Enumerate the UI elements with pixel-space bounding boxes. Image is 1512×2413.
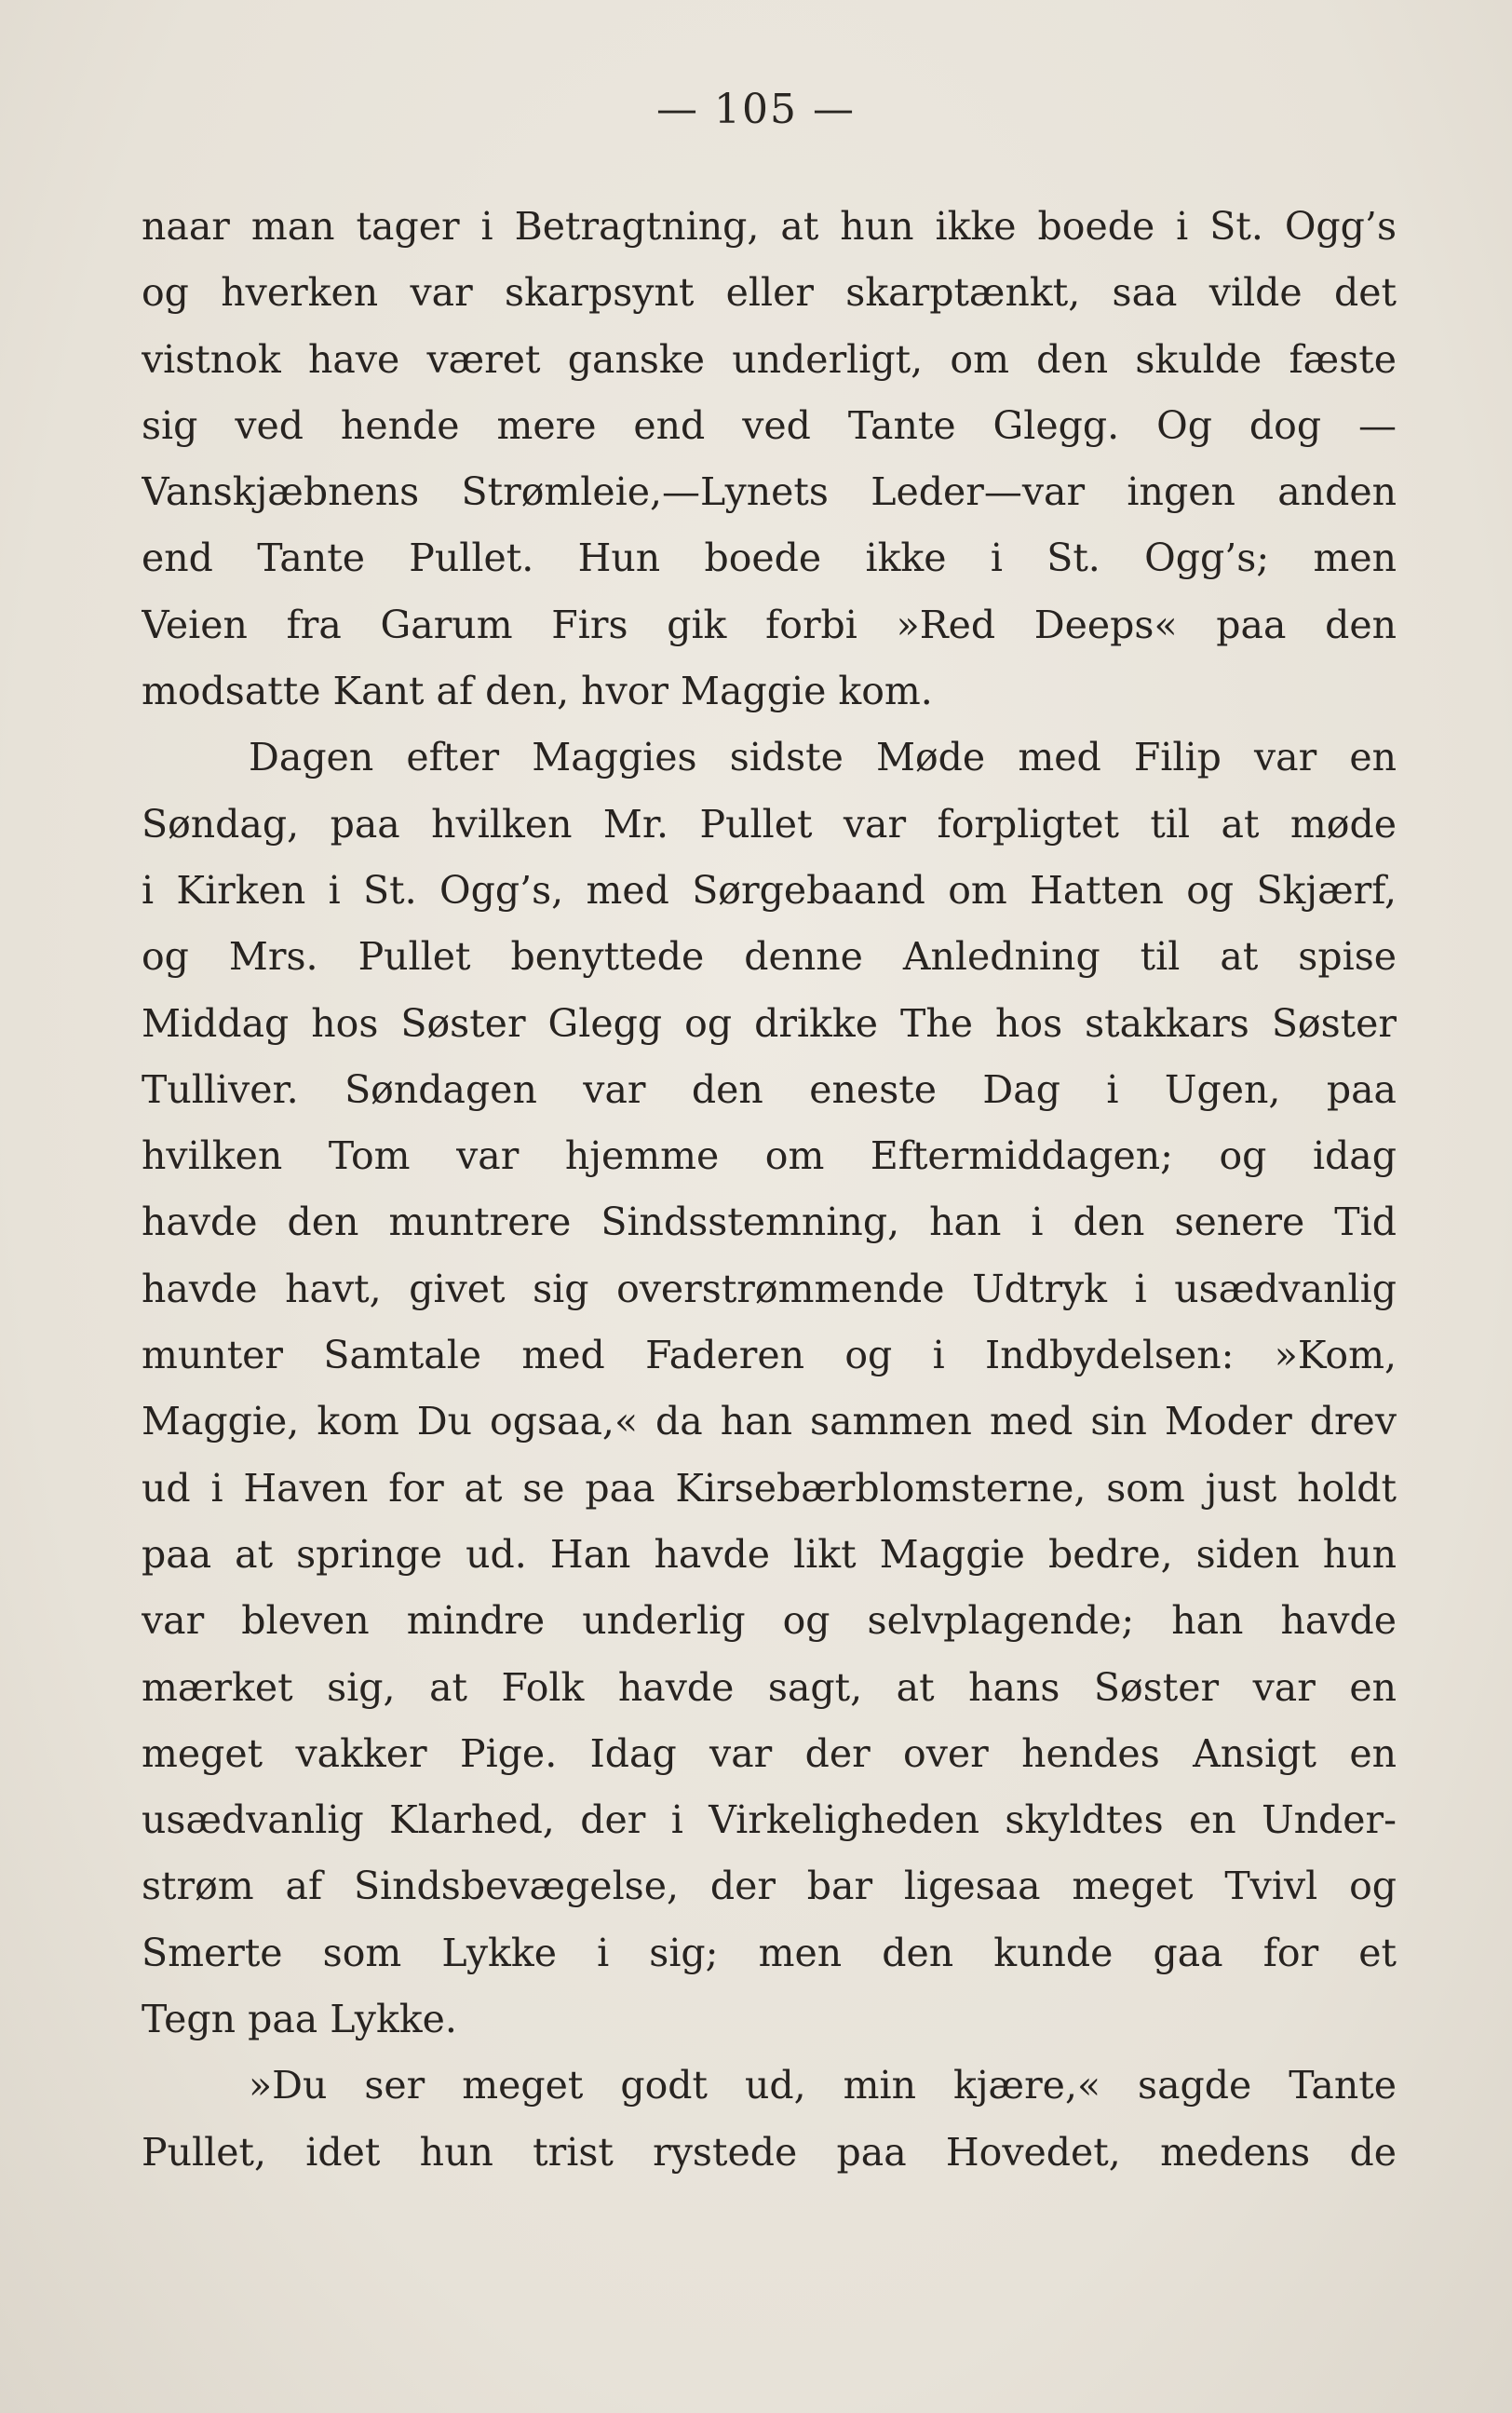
text-line: hvilken Tom var hjemme om Eftermiddagen; og idag [142, 1133, 1397, 1179]
page-number: — 105 — [656, 86, 856, 133]
text-line: Smerte som Lykke i sig; men den kunde gaa for et [142, 1930, 1397, 1975]
text-line: og Mrs. Pullet benyttede denne Anledning til at spise [142, 934, 1397, 980]
text-line: mærket sig, at Folk havde sagt, at hans Søster var en [142, 1664, 1397, 1710]
text-line: naar man tager i Betragtning, at hun ikke boede i St. Ogg’s [142, 204, 1397, 249]
text-line: Maggie, kom Du ogsaa,« da han sammen med sin Moder drev [142, 1399, 1397, 1444]
text-line: Pullet, idet hun trist rystede paa Hovedet, medens de [142, 2129, 1397, 2175]
text-line: paa at springe ud. Han havde likt Maggie bedre, siden hun [142, 1531, 1397, 1577]
text-line: og hverken var skarpsynt eller skarptænkt, saa vilde det [142, 270, 1397, 316]
text-line: strøm af Sindsbevægelse, der bar ligesaa meget Tvivl og [142, 1864, 1397, 1909]
text-line: meget vakker Pige. Idag var der over hendes Ansigt en [142, 1730, 1397, 1776]
text-line: vistnok have været ganske underligt, om den skulde fæste [142, 336, 1397, 382]
text-line: i Kirken i St. Ogg’s, med Sørgebaand om Hatten og Skjærf, [142, 867, 1397, 913]
text-line: ud i Haven for at se paa Kirsebærblomsterne, som just holdt [142, 1465, 1397, 1511]
text-line: munter Samtale med Faderen og i Indbydelsen: »Kom, [142, 1333, 1397, 1378]
text-line: Vanskjæbnens Strømleie,—Lynets Leder—var ingen anden [142, 469, 1397, 515]
text-line: Dagen efter Maggies sidste Møde med Filip var en [249, 735, 1397, 780]
text-line: Veien fra Garum Firs gik forbi »Red Deeps« paa den [142, 602, 1397, 647]
text-line: Tulliver. Søndagen var den eneste Dag i Ugen, paa [142, 1066, 1397, 1112]
text-line: Søndag, paa hvilken Mr. Pullet var forpligtet til at møde [142, 801, 1397, 847]
text-line: Tegn paa Lykke. [142, 1997, 457, 2042]
body-text [142, 194, 1397, 2186]
text-line: havde havt, givet sig overstrømmende Udtryk i usædvanlig [142, 1266, 1397, 1311]
text-line: usædvanlig Klarhed, der i Virkeligheden skyldtes en Under- [142, 1797, 1397, 1843]
text-line: havde den muntrere Sindsstemning, han i den senere Tid [142, 1200, 1397, 1245]
text-line: »Du ser meget godt ud, min kjære,« sagde Tante [249, 2063, 1397, 2108]
text-line: end Tante Pullet. Hun boede ikke i St. Ogg’s; men [142, 535, 1397, 581]
text-line: modsatte Kant af den, hvor Maggie kom. [142, 669, 933, 714]
text-line: var bleven mindre underlig og selvplagende; han havde [142, 1598, 1397, 1644]
text-line: Middag hos Søster Glegg og drikke The hos stakkars Søster [142, 1000, 1397, 1046]
text-line: sig ved hende mere end ved Tante Glegg. Og dog — [142, 402, 1397, 448]
